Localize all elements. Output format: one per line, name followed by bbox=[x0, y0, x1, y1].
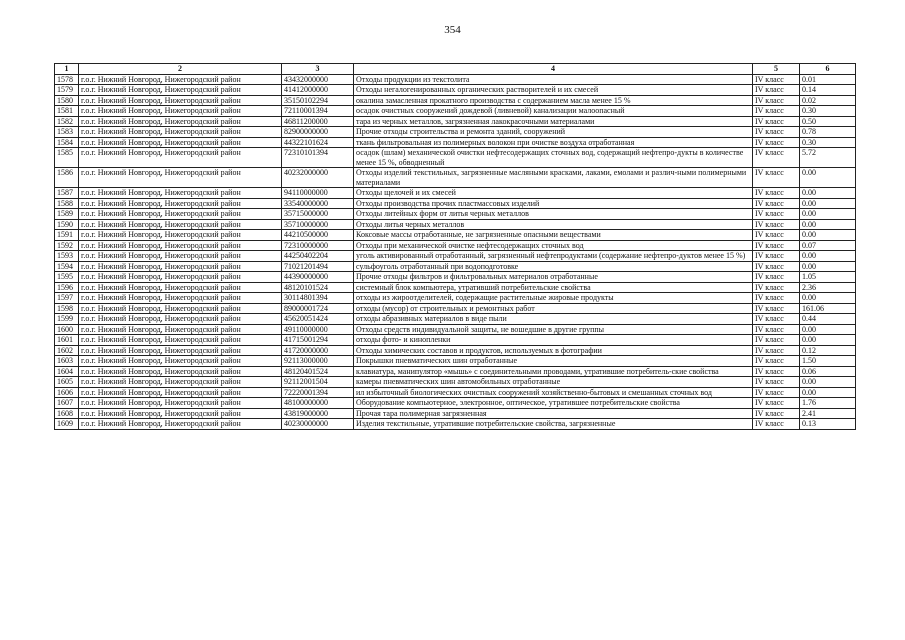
table-row bbox=[55, 335, 856, 346]
row-location: г.о.г. Нижний Новгород, Нижегородский район bbox=[79, 209, 282, 220]
row-hazard-class: IV класс bbox=[753, 106, 800, 117]
table-row bbox=[55, 85, 856, 96]
row-quantity: 0.00 bbox=[800, 251, 856, 262]
row-hazard-class: IV класс bbox=[753, 366, 800, 377]
row-waste-code: 48120101524 bbox=[282, 282, 354, 293]
row-waste-code: 40230000000 bbox=[282, 419, 354, 430]
row-hazard-class: IV класс bbox=[753, 377, 800, 388]
header-row bbox=[55, 64, 856, 75]
row-location: г.о.г. Нижний Новгород, Нижегородский район bbox=[79, 335, 282, 346]
row-hazard-class: IV класс bbox=[753, 219, 800, 230]
row-quantity: 0.00 bbox=[800, 324, 856, 335]
row-quantity: 0.02 bbox=[800, 95, 856, 106]
table-row bbox=[55, 148, 856, 168]
row-location: г.о.г. Нижний Новгород, Нижегородский район bbox=[79, 127, 282, 138]
row-hazard-class: IV класс bbox=[753, 198, 800, 209]
row-waste-description: клавиатура, манипулятор «мышь» с соединительными проводами, утратившие потребитель-ские свойства bbox=[354, 366, 753, 377]
row-quantity: 2.36 bbox=[800, 282, 856, 293]
row-waste-description: Прочая тара полимерная загрязненная bbox=[354, 408, 753, 419]
table-row bbox=[55, 366, 856, 377]
table-row bbox=[55, 261, 856, 272]
row-number: 1595 bbox=[55, 272, 79, 283]
row-location: г.о.г. Нижний Новгород, Нижегородский район bbox=[79, 198, 282, 209]
row-number: 1590 bbox=[55, 219, 79, 230]
header-col-6: 6 bbox=[800, 64, 856, 75]
row-quantity: 0.01 bbox=[800, 74, 856, 85]
row-hazard-class: IV класс bbox=[753, 74, 800, 85]
row-waste-description: Отходы средств индивидуальной защиты, не вошедшие в другие группы bbox=[354, 324, 753, 335]
row-waste-description: Изделия текстильные, утратившие потребительские свойства, загрязненные bbox=[354, 419, 753, 430]
row-number: 1586 bbox=[55, 168, 79, 188]
row-waste-description: Прочие отходы строительства и ремонта зданий, сооружений bbox=[354, 127, 753, 138]
row-waste-code: 41412000000 bbox=[282, 85, 354, 96]
table-row bbox=[55, 168, 856, 188]
table-header bbox=[55, 64, 856, 75]
row-quantity: 0.00 bbox=[800, 188, 856, 199]
row-hazard-class: IV класс bbox=[753, 356, 800, 367]
row-waste-description: отходы абразивных материалов в виде пыли bbox=[354, 314, 753, 325]
header-col-2: 2 bbox=[79, 64, 282, 75]
row-waste-description: Отходы литья черных металлов bbox=[354, 219, 753, 230]
row-quantity: 1.50 bbox=[800, 356, 856, 367]
table-row bbox=[55, 74, 856, 85]
row-quantity: 0.50 bbox=[800, 116, 856, 127]
row-hazard-class: IV класс bbox=[753, 188, 800, 199]
row-waste-description: Прочие отходы фильтров и фильтровальных материалов отработанные bbox=[354, 272, 753, 283]
row-location: г.о.г. Нижний Новгород, Нижегородский район bbox=[79, 356, 282, 367]
row-quantity: 0.06 bbox=[800, 366, 856, 377]
row-quantity: 0.00 bbox=[800, 387, 856, 398]
row-location: г.о.г. Нижний Новгород, Нижегородский район bbox=[79, 398, 282, 409]
row-location: г.о.г. Нижний Новгород, Нижегородский район bbox=[79, 95, 282, 106]
table-row bbox=[55, 377, 856, 388]
waste-registry-table bbox=[54, 63, 856, 430]
row-location: г.о.г. Нижний Новгород, Нижегородский район bbox=[79, 366, 282, 377]
table-row bbox=[55, 282, 856, 293]
row-quantity: 0.00 bbox=[800, 198, 856, 209]
row-waste-description: отходы фото- и кинопленки bbox=[354, 335, 753, 346]
row-waste-code: 49110000000 bbox=[282, 324, 354, 335]
row-waste-code: 72110001394 bbox=[282, 106, 354, 117]
table-row bbox=[55, 419, 856, 430]
table-row bbox=[55, 272, 856, 283]
table-row bbox=[55, 324, 856, 335]
page-number: 354 bbox=[444, 24, 461, 36]
row-quantity: 0.00 bbox=[800, 230, 856, 241]
row-location: г.о.г. Нижний Новгород, Нижегородский район bbox=[79, 282, 282, 293]
row-hazard-class: IV класс bbox=[753, 85, 800, 96]
table-row bbox=[55, 219, 856, 230]
row-waste-code: 92113000000 bbox=[282, 356, 354, 367]
row-number: 1604 bbox=[55, 366, 79, 377]
row-quantity: 0.00 bbox=[800, 377, 856, 388]
row-waste-code: 43819000000 bbox=[282, 408, 354, 419]
row-waste-code: 40232000000 bbox=[282, 168, 354, 188]
row-number: 1583 bbox=[55, 127, 79, 138]
row-hazard-class: IV класс bbox=[753, 387, 800, 398]
row-waste-description: Отходы литейных форм от литья черных металлов bbox=[354, 209, 753, 220]
row-hazard-class: IV класс bbox=[753, 261, 800, 272]
row-number: 1603 bbox=[55, 356, 79, 367]
row-quantity: 0.78 bbox=[800, 127, 856, 138]
row-location: г.о.г. Нижний Новгород, Нижегородский район bbox=[79, 74, 282, 85]
table-row bbox=[55, 188, 856, 199]
row-waste-code: 72220001394 bbox=[282, 387, 354, 398]
row-location: г.о.г. Нижний Новгород, Нижегородский район bbox=[79, 303, 282, 314]
row-quantity: 0.00 bbox=[800, 335, 856, 346]
row-waste-description: Отходы щелочей и их смесей bbox=[354, 188, 753, 199]
table-row bbox=[55, 387, 856, 398]
row-number: 1600 bbox=[55, 324, 79, 335]
table-body bbox=[55, 74, 856, 429]
row-quantity: 0.00 bbox=[800, 168, 856, 188]
row-number: 1591 bbox=[55, 230, 79, 241]
row-number: 1609 bbox=[55, 419, 79, 430]
row-hazard-class: IV класс bbox=[753, 116, 800, 127]
row-number: 1596 bbox=[55, 282, 79, 293]
table-row bbox=[55, 198, 856, 209]
row-waste-code: 35715000000 bbox=[282, 209, 354, 220]
row-waste-description: камеры пневматических шин автомобильных отработанные bbox=[354, 377, 753, 388]
table-row bbox=[55, 251, 856, 262]
row-hazard-class: IV класс bbox=[753, 95, 800, 106]
table-row bbox=[55, 209, 856, 220]
row-number: 1587 bbox=[55, 188, 79, 199]
row-waste-code: 89000001724 bbox=[282, 303, 354, 314]
row-quantity: 0.30 bbox=[800, 137, 856, 148]
row-waste-code: 44390000000 bbox=[282, 272, 354, 283]
row-location: г.о.г. Нижний Новгород, Нижегородский район bbox=[79, 272, 282, 283]
row-location: г.о.г. Нижний Новгород, Нижегородский район bbox=[79, 293, 282, 304]
row-location: г.о.г. Нижний Новгород, Нижегородский район bbox=[79, 148, 282, 168]
row-waste-code: 72310000000 bbox=[282, 240, 354, 251]
row-hazard-class: IV класс bbox=[753, 168, 800, 188]
row-location: г.о.г. Нижний Новгород, Нижегородский район bbox=[79, 85, 282, 96]
row-waste-description: Отходы при механической очистке нефтесодержащих сточных вод bbox=[354, 240, 753, 251]
table-row bbox=[55, 95, 856, 106]
row-hazard-class: IV класс bbox=[753, 293, 800, 304]
row-waste-code: 92112001504 bbox=[282, 377, 354, 388]
row-waste-description: окалина замасленная прокатного производства с содержанием масла менее 15 % bbox=[354, 95, 753, 106]
table-row bbox=[55, 356, 856, 367]
row-waste-description: системный блок компьютера, утративший потребительские свойства bbox=[354, 282, 753, 293]
row-waste-description: отходы (мусор) от строительных и ремонтных работ bbox=[354, 303, 753, 314]
row-quantity: 0.14 bbox=[800, 85, 856, 96]
row-waste-code: 41720000000 bbox=[282, 345, 354, 356]
row-waste-code: 46811200000 bbox=[282, 116, 354, 127]
row-number: 1599 bbox=[55, 314, 79, 325]
row-hazard-class: IV класс bbox=[753, 324, 800, 335]
row-quantity: 0.00 bbox=[800, 293, 856, 304]
row-waste-description: Отходы производства прочих пластмассовых изделий bbox=[354, 198, 753, 209]
row-waste-code: 48120401524 bbox=[282, 366, 354, 377]
table-row bbox=[55, 106, 856, 117]
row-hazard-class: IV класс bbox=[753, 137, 800, 148]
row-location: г.о.г. Нижний Новгород, Нижегородский район bbox=[79, 419, 282, 430]
row-number: 1589 bbox=[55, 209, 79, 220]
row-location: г.о.г. Нижний Новгород, Нижегородский район bbox=[79, 168, 282, 188]
table-row bbox=[55, 240, 856, 251]
row-location: г.о.г. Нижний Новгород, Нижегородский район bbox=[79, 408, 282, 419]
row-location: г.о.г. Нижний Новгород, Нижегородский район bbox=[79, 377, 282, 388]
table-row bbox=[55, 314, 856, 325]
row-waste-description: ткань фильтровальная из полимерных волокон при очистке воздуха отработанная bbox=[354, 137, 753, 148]
row-waste-description: Оборудование компьютерное, электронное, оптическое, утратившее потребительские свойства bbox=[354, 398, 753, 409]
row-hazard-class: IV класс bbox=[753, 335, 800, 346]
row-number: 1578 bbox=[55, 74, 79, 85]
row-hazard-class: IV класс bbox=[753, 148, 800, 168]
row-hazard-class: IV класс bbox=[753, 230, 800, 241]
row-number: 1597 bbox=[55, 293, 79, 304]
header-col-5: 5 bbox=[753, 64, 800, 75]
table-row bbox=[55, 293, 856, 304]
row-waste-description: осадок очистных сооружений дождевой (ливневой) канализации малоопасный bbox=[354, 106, 753, 117]
row-waste-code: 71021201494 bbox=[282, 261, 354, 272]
row-location: г.о.г. Нижний Новгород, Нижегородский район bbox=[79, 240, 282, 251]
row-quantity: 0.07 bbox=[800, 240, 856, 251]
table-row bbox=[55, 137, 856, 148]
row-waste-code: 44322101624 bbox=[282, 137, 354, 148]
row-number: 1593 bbox=[55, 251, 79, 262]
row-number: 1592 bbox=[55, 240, 79, 251]
row-waste-description: ил избыточный биологических очистных сооружений хозяйственно-бытовых и смешанных сточных вод bbox=[354, 387, 753, 398]
row-hazard-class: IV класс bbox=[753, 408, 800, 419]
row-quantity: 0.12 bbox=[800, 345, 856, 356]
row-hazard-class: IV класс bbox=[753, 398, 800, 409]
row-number: 1607 bbox=[55, 398, 79, 409]
row-waste-description: Отходы изделий текстильных, загрязненные масляными красками, лаками, емолами и различ-ными полимерными материалами bbox=[354, 168, 753, 188]
row-hazard-class: IV класс bbox=[753, 419, 800, 430]
table-row bbox=[55, 408, 856, 419]
row-location: г.о.г. Нижний Новгород, Нижегородский район bbox=[79, 314, 282, 325]
row-location: г.о.г. Нижний Новгород, Нижегородский район bbox=[79, 387, 282, 398]
row-number: 1588 bbox=[55, 198, 79, 209]
row-number: 1605 bbox=[55, 377, 79, 388]
row-hazard-class: IV класс bbox=[753, 251, 800, 262]
row-quantity: 0.13 bbox=[800, 419, 856, 430]
row-waste-description: уголь активированный отработанный, загрязненный нефтепродуктами (содержание нефтепро-дуктов менее 15 %) bbox=[354, 251, 753, 262]
row-waste-code: 35150102294 bbox=[282, 95, 354, 106]
row-quantity: 0.30 bbox=[800, 106, 856, 117]
table-row bbox=[55, 127, 856, 138]
row-hazard-class: IV класс bbox=[753, 272, 800, 283]
row-number: 1579 bbox=[55, 85, 79, 96]
row-number: 1584 bbox=[55, 137, 79, 148]
row-waste-description: осадок (шлам) механической очистки нефтесодержащих сточных вод, содержащий нефтепро-дукты в количестве менее 15 %, обводненный bbox=[354, 148, 753, 168]
row-number: 1580 bbox=[55, 95, 79, 106]
row-waste-code: 45620051424 bbox=[282, 314, 354, 325]
table-row bbox=[55, 345, 856, 356]
row-number: 1594 bbox=[55, 261, 79, 272]
row-quantity: 2.41 bbox=[800, 408, 856, 419]
row-quantity: 161.06 bbox=[800, 303, 856, 314]
row-waste-description: Отходы химических составов и продуктов, используемых в фотографии bbox=[354, 345, 753, 356]
row-quantity: 0.44 bbox=[800, 314, 856, 325]
table-row bbox=[55, 230, 856, 241]
row-quantity: 1.76 bbox=[800, 398, 856, 409]
row-waste-code: 43432000000 bbox=[282, 74, 354, 85]
row-waste-description: Отходы продукции из текстолита bbox=[354, 74, 753, 85]
row-location: г.о.г. Нижний Новгород, Нижегородский район bbox=[79, 219, 282, 230]
header-col-3: 3 bbox=[282, 64, 354, 75]
row-number: 1601 bbox=[55, 335, 79, 346]
row-number: 1608 bbox=[55, 408, 79, 419]
row-hazard-class: IV класс bbox=[753, 127, 800, 138]
table-row bbox=[55, 398, 856, 409]
row-waste-code: 94110000000 bbox=[282, 188, 354, 199]
row-waste-description: Покрышки пневматических шин отработанные bbox=[354, 356, 753, 367]
row-location: г.о.г. Нижний Новгород, Нижегородский район bbox=[79, 261, 282, 272]
row-waste-code: 44210500000 bbox=[282, 230, 354, 241]
row-waste-code: 44250402204 bbox=[282, 251, 354, 262]
row-hazard-class: IV класс bbox=[753, 282, 800, 293]
header-col-4: 4 bbox=[354, 64, 753, 75]
row-waste-description: сульфоуголь отработанный при водоподготовке bbox=[354, 261, 753, 272]
row-waste-code: 33540000000 bbox=[282, 198, 354, 209]
row-quantity: 0.00 bbox=[800, 219, 856, 230]
row-hazard-class: IV класс bbox=[753, 240, 800, 251]
row-number: 1606 bbox=[55, 387, 79, 398]
row-location: г.о.г. Нижний Новгород, Нижегородский район bbox=[79, 230, 282, 241]
row-number: 1585 bbox=[55, 148, 79, 168]
row-location: г.о.г. Нижний Новгород, Нижегородский район bbox=[79, 324, 282, 335]
row-number: 1581 bbox=[55, 106, 79, 117]
row-hazard-class: IV класс bbox=[753, 209, 800, 220]
row-location: г.о.г. Нижний Новгород, Нижегородский район bbox=[79, 188, 282, 199]
row-location: г.о.г. Нижний Новгород, Нижегородский район bbox=[79, 116, 282, 127]
row-waste-code: 30114801394 bbox=[282, 293, 354, 304]
row-waste-description: Коксовые массы отработанные, не загрязненные опасными веществами bbox=[354, 230, 753, 241]
row-quantity: 5.72 bbox=[800, 148, 856, 168]
table-row bbox=[55, 116, 856, 127]
row-number: 1598 bbox=[55, 303, 79, 314]
row-hazard-class: IV класс bbox=[753, 314, 800, 325]
row-waste-code: 41715001294 bbox=[282, 335, 354, 346]
row-hazard-class: IV класс bbox=[753, 345, 800, 356]
row-waste-description: Отходы негалогенированных органических растворителей и их смесей bbox=[354, 85, 753, 96]
row-quantity: 0.00 bbox=[800, 261, 856, 272]
row-waste-code: 35710000000 bbox=[282, 219, 354, 230]
row-waste-code: 72310101394 bbox=[282, 148, 354, 168]
row-quantity: 1.05 bbox=[800, 272, 856, 283]
row-waste-code: 82900000000 bbox=[282, 127, 354, 138]
row-waste-description: отходы из жироотделителей, содержащие растительные жировые продукты bbox=[354, 293, 753, 304]
row-number: 1602 bbox=[55, 345, 79, 356]
row-waste-code: 48100000000 bbox=[282, 398, 354, 409]
row-quantity: 0.00 bbox=[800, 209, 856, 220]
row-hazard-class: IV класс bbox=[753, 303, 800, 314]
row-location: г.о.г. Нижний Новгород, Нижегородский район bbox=[79, 137, 282, 148]
row-number: 1582 bbox=[55, 116, 79, 127]
table-row bbox=[55, 303, 856, 314]
row-location: г.о.г. Нижний Новгород, Нижегородский район bbox=[79, 345, 282, 356]
row-location: г.о.г. Нижний Новгород, Нижегородский район bbox=[79, 251, 282, 262]
row-waste-description: тара из черных металлов, загрязненная лакокрасочными материалами bbox=[354, 116, 753, 127]
header-col-1: 1 bbox=[55, 64, 79, 75]
row-location: г.о.г. Нижний Новгород, Нижегородский район bbox=[79, 106, 282, 117]
